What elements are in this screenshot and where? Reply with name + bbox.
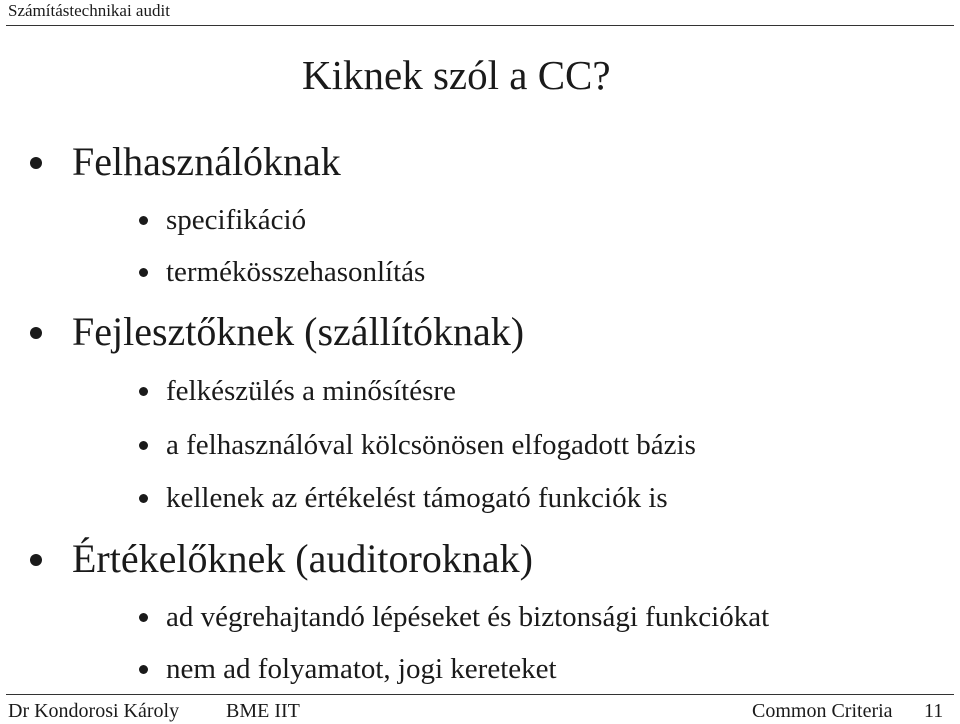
- sub-bullet-termekosszehasonlitas: [166, 254, 425, 290]
- footer-author: Dr Kondorosi Károly: [8, 700, 180, 722]
- sub-bullet-label: ad végrehajtandó lépéseket és biztonsági funkciókat: [166, 601, 770, 633]
- slide-title: Kiknek szól a CC?: [302, 52, 611, 98]
- sub-bullet-dot-icon: [139, 441, 148, 450]
- sub-bullet-label: termékösszehasonlítás: [166, 256, 426, 288]
- footer-topic: Common Criteria: [752, 700, 893, 722]
- sub-bullet-label: nem ad folyamatot, jogi kereteket: [166, 653, 557, 685]
- bullet-label: Fejlesztőknek (szállítóknak): [72, 309, 525, 354]
- bullet-fejlesztoknek: [72, 308, 524, 356]
- page-number: 11: [924, 700, 944, 722]
- footer-divider: [6, 694, 954, 695]
- sub-bullet-dot-icon: [139, 613, 148, 622]
- header-title: Számítástechnikai audit: [8, 1, 170, 20]
- footer-institution: BME IIT: [226, 700, 300, 722]
- sub-bullet-label: specifikáció: [166, 204, 307, 236]
- sub-bullet-dot-icon: [139, 268, 148, 277]
- sub-bullet-elfogadott-bazis: [166, 427, 696, 463]
- sub-bullet-jogi-keretek: [166, 651, 557, 687]
- sub-bullet-label: felkészülés a minősítésre: [166, 375, 456, 407]
- sub-bullet-ertekelest-tamogato: [166, 480, 668, 516]
- sub-bullet-dot-icon: [139, 494, 148, 503]
- sub-bullet-dot-icon: [139, 665, 148, 674]
- sub-bullet-dot-icon: [139, 216, 148, 225]
- bullet-label: Felhasználóknak: [72, 139, 341, 184]
- bullet-dot-icon: [30, 327, 42, 339]
- bullet-dot-icon: [30, 157, 42, 169]
- sub-bullet-vegrehajtando-lepesek: [166, 599, 769, 635]
- bullet-dot-icon: [30, 554, 42, 566]
- bullet-ertekeloknek: [72, 535, 533, 583]
- sub-bullet-felkeszules: [166, 373, 456, 409]
- header-divider: [6, 25, 954, 26]
- sub-bullet-label: kellenek az értékelést támogató funkciók is: [166, 482, 668, 514]
- sub-bullet-dot-icon: [139, 387, 148, 396]
- sub-bullet-label: a felhasználóval kölcsönösen elfogadott bázis: [166, 429, 696, 461]
- bullet-label: Értékelőknek (auditoroknak): [72, 536, 533, 581]
- bullet-felhasznaloknak: [72, 138, 341, 186]
- sub-bullet-specifikacio: [166, 202, 306, 238]
